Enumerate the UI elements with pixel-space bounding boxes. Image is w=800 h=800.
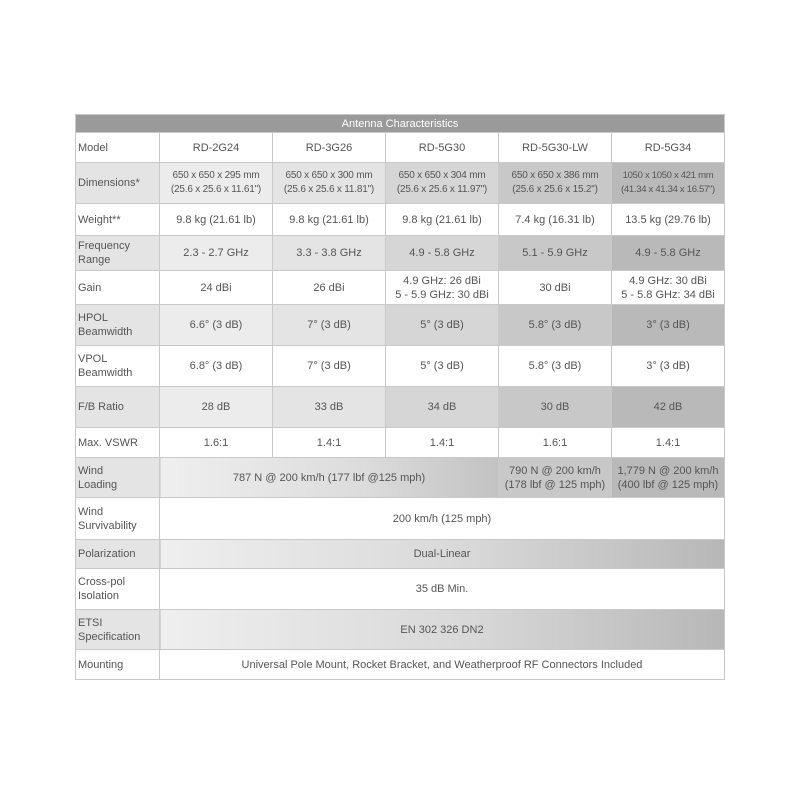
row-label-frequency-range (76, 236, 160, 271)
label-line: VPOL (78, 353, 108, 365)
table-row-max-vswr (76, 428, 725, 458)
gain-value: 5 - 5.8 GHz: 34 dBi (621, 288, 715, 301)
etsi-specification-cell: EN 302 326 DN2 (160, 610, 725, 650)
gain-value: 4.9 GHz: 26 dBi (403, 274, 481, 287)
dimensions-imperial: (25.6 x 25.6 x 15.2") (512, 184, 598, 195)
gain-value: 24 dBi (200, 281, 232, 294)
table-row-model (76, 133, 725, 163)
wind-survivability-cell: 200 km/h (125 mph) (160, 498, 725, 540)
label-line: Isolation (78, 590, 119, 602)
label-line: Frequency (78, 240, 130, 252)
vswr-cell: 1.4:1 (273, 428, 386, 458)
vswr-cell: 1.4:1 (612, 428, 725, 458)
model-cell: RD-2G24 (160, 133, 273, 163)
fb-ratio-cell: 42 dB (612, 387, 725, 428)
row-label-vpol-beamwidth (76, 346, 160, 387)
vpol-cell: 5° (3 dB) (386, 346, 499, 387)
vswr-cell: 1.4:1 (386, 428, 499, 458)
table-row-wind-loading (76, 458, 725, 498)
fb-ratio-cell: 30 dB (499, 387, 612, 428)
gain-cell (273, 271, 386, 305)
vpol-cell: 3° (3 dB) (612, 346, 725, 387)
label-line: ETSI (78, 616, 103, 629)
weight-cell: 9.8 kg (21.61 lb) (386, 204, 499, 236)
wind-loading-line: 1,779 N @ 200 km/h (617, 464, 719, 477)
table-row-etsi-specification (76, 610, 725, 650)
label-line: Wind (78, 505, 104, 518)
fb-ratio-cell: 33 dB (273, 387, 386, 428)
row-label-wind-survivability (76, 498, 160, 540)
model-cell: RD-5G30 (386, 133, 499, 163)
dimensions-cell (160, 163, 273, 204)
row-label-dimensions: Dimensions* (76, 163, 160, 204)
vpol-cell: 6.8° (3 dB) (160, 346, 273, 387)
wind-loading-line: (400 lbf @ 125 mph) (617, 478, 719, 491)
row-label-polarization: Polarization (76, 540, 160, 569)
weight-cell: 13.5 kg (29.76 lb) (612, 204, 725, 236)
dimensions-cell (273, 163, 386, 204)
row-label-max-vswr: Max. VSWR (76, 428, 160, 458)
gain-cell (160, 271, 273, 305)
hpol-cell: 5.8° (3 dB) (499, 305, 612, 346)
hpol-cell: 3° (3 dB) (612, 305, 725, 346)
table-row-cross-pol-isolation (76, 569, 725, 610)
gain-value: 26 dBi (313, 281, 345, 294)
dimensions-imperial: (41.34 x 41.34 x 16.57") (621, 184, 715, 195)
row-label-gain: Gain (76, 271, 160, 305)
fb-ratio-cell: 34 dB (386, 387, 499, 428)
dimensions-cell (386, 163, 499, 204)
frequency-cell: 4.9 - 5.8 GHz (386, 236, 499, 271)
label-line: Loading (78, 478, 118, 491)
wind-loading-cell (499, 458, 612, 498)
wind-loading-shared-cell: 787 N @ 200 km/h (177 lbf @125 mph) (160, 458, 499, 498)
table-row-frequency-range (76, 236, 725, 271)
row-label-model: Model (76, 133, 160, 163)
hpol-cell: 6.6° (3 dB) (160, 305, 273, 346)
gain-cell (612, 271, 725, 305)
dimensions-metric: 1050 x 1050 x 421 mm (622, 170, 714, 181)
table-row-weight (76, 204, 725, 236)
gain-cell (499, 271, 612, 305)
frequency-cell: 3.3 - 3.8 GHz (273, 236, 386, 271)
row-label-mounting: Mounting (76, 650, 160, 680)
table-row-vpol-beamwidth (76, 346, 725, 387)
dimensions-metric: 650 x 650 x 300 mm (285, 170, 373, 181)
gain-value: 4.9 GHz: 30 dBi (629, 274, 707, 287)
vswr-cell: 1.6:1 (160, 428, 273, 458)
dimensions-metric: 650 x 650 x 304 mm (398, 170, 486, 181)
model-cell: RD-3G26 (273, 133, 386, 163)
weight-cell: 9.8 kg (21.61 lb) (160, 204, 273, 236)
row-label-weight: Weight** (76, 204, 160, 236)
wind-loading-cell (612, 458, 725, 498)
dimensions-metric: 650 x 650 x 386 mm (511, 170, 599, 181)
row-label-wind-loading (76, 458, 160, 498)
frequency-cell: 2.3 - 2.7 GHz (160, 236, 273, 271)
table-row-gain (76, 271, 725, 305)
label-line: Beamwidth (78, 367, 133, 379)
table-row-fb-ratio (76, 387, 725, 428)
table-title-row (76, 115, 725, 133)
row-label-etsi-specification (76, 610, 160, 650)
fb-ratio-cell: 28 dB (160, 387, 273, 428)
dimensions-cell (612, 163, 725, 204)
label-line: HPOL (78, 312, 108, 324)
label-line: Survivability (78, 519, 137, 532)
row-label-cross-pol-isolation (76, 569, 160, 610)
hpol-cell: 5° (3 dB) (386, 305, 499, 346)
gain-cell (386, 271, 499, 305)
weight-cell: 9.8 kg (21.61 lb) (273, 204, 386, 236)
dimensions-metric: 650 x 650 x 295 mm (172, 170, 260, 181)
label-line: Wind (78, 464, 104, 477)
vswr-cell: 1.6:1 (499, 428, 612, 458)
frequency-cell: 5.1 - 5.9 GHz (499, 236, 612, 271)
gain-value: 5 - 5.9 GHz: 30 dBi (395, 288, 489, 301)
row-label-fb-ratio: F/B Ratio (76, 387, 160, 428)
wind-loading-line: 790 N @ 200 km/h (509, 464, 601, 477)
dimensions-imperial: (25.6 x 25.6 x 11.81") (283, 184, 375, 195)
dimensions-imperial: (25.6 x 25.6 x 11.97") (396, 184, 488, 195)
label-line: Specification (78, 630, 141, 643)
label-line: Beamwidth (78, 326, 133, 338)
table-row-wind-survivability (76, 498, 725, 540)
table-row-hpol-beamwidth (76, 305, 725, 346)
wind-loading-line: (178 lbf @ 125 mph) (504, 478, 606, 491)
table-row-dimensions (76, 163, 725, 204)
hpol-cell: 7° (3 dB) (273, 305, 386, 346)
cross-pol-isolation-cell: 35 dB Min. (160, 569, 725, 610)
table-row-mounting (76, 650, 725, 680)
dimensions-cell (499, 163, 612, 204)
antenna-characteristics-table (75, 114, 725, 680)
weight-cell: 7.4 kg (16.31 lb) (499, 204, 612, 236)
gain-value: 30 dBi (539, 281, 571, 294)
frequency-cell: 4.9 - 5.8 GHz (612, 236, 725, 271)
dimensions-imperial: (25.6 x 25.6 x 11.61") (170, 184, 262, 195)
table-row-polarization (76, 540, 725, 569)
label-line: Cross-pol (78, 576, 126, 588)
table-title: Antenna Characteristics (76, 115, 725, 133)
vpol-cell: 5.8° (3 dB) (499, 346, 612, 387)
model-cell: RD-5G34 (612, 133, 725, 163)
label-line: Range (78, 254, 111, 266)
polarization-cell: Dual-Linear (160, 540, 725, 569)
row-label-hpol-beamwidth (76, 305, 160, 346)
mounting-cell: Universal Pole Mount, Rocket Bracket, and Weatherproof RF Connectors Included (160, 650, 725, 680)
vpol-cell: 7° (3 dB) (273, 346, 386, 387)
model-cell: RD-5G30-LW (499, 133, 612, 163)
